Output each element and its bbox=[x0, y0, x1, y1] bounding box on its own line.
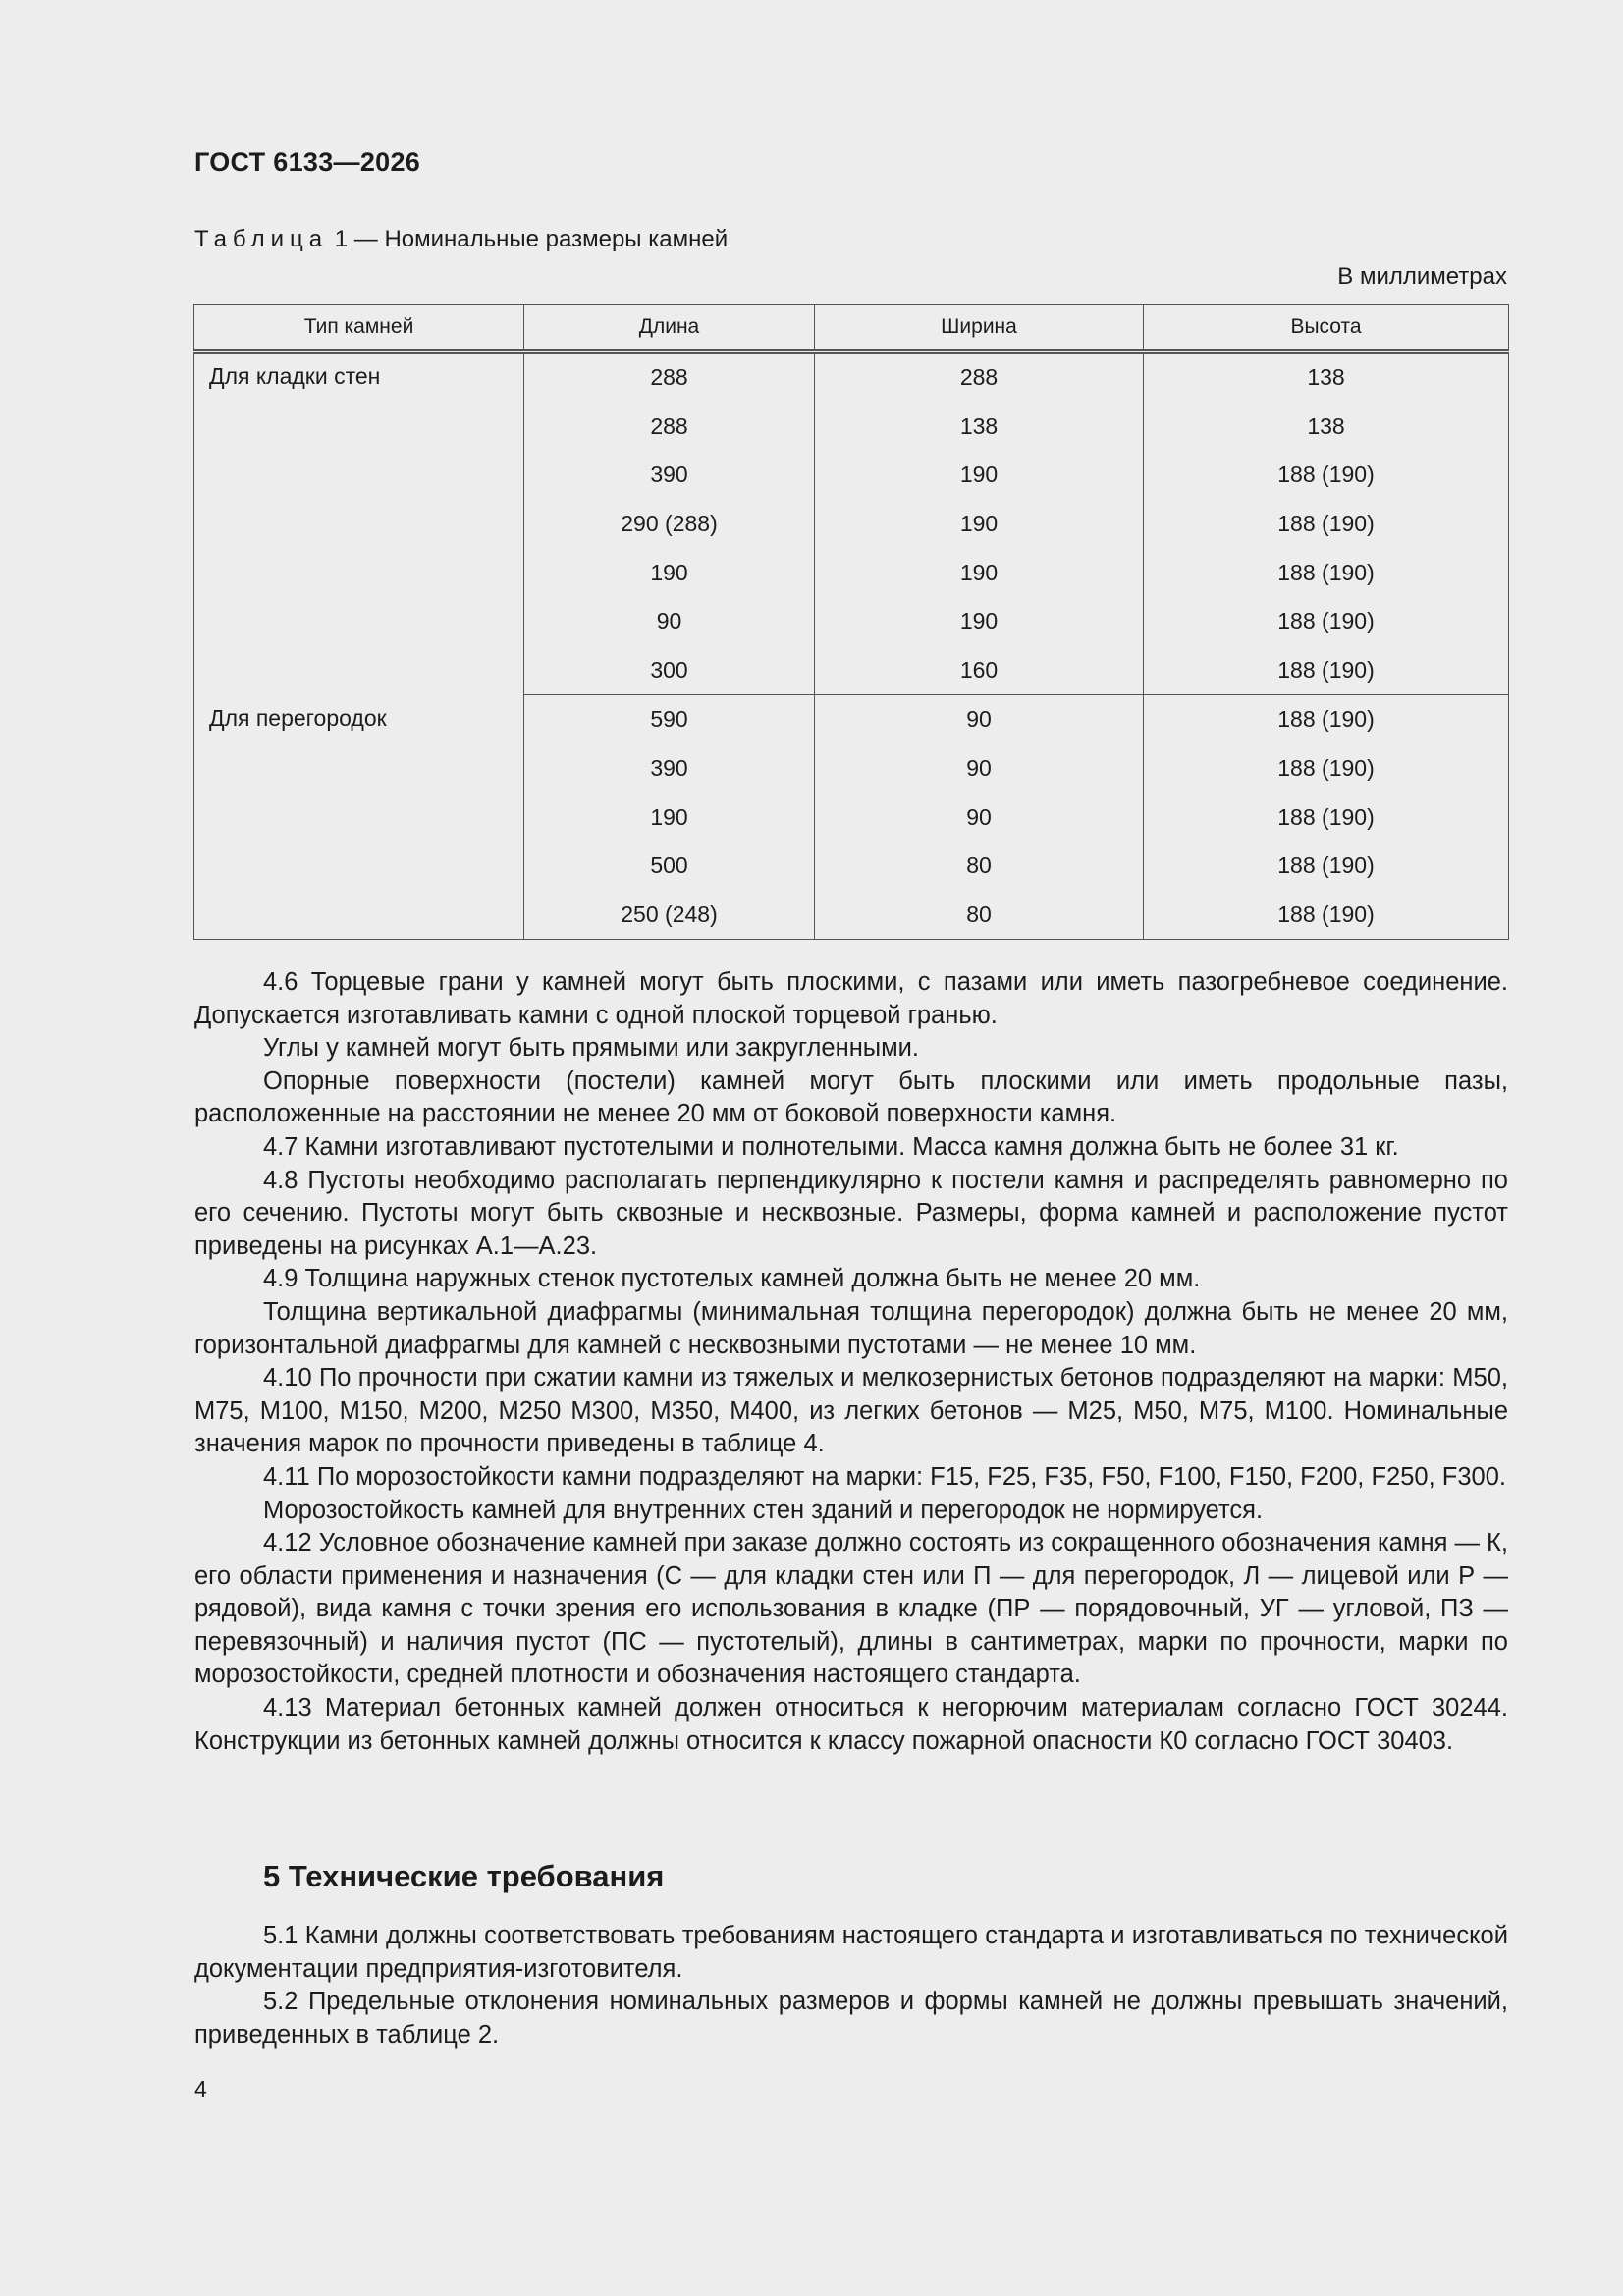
cell-height: 188 (190) bbox=[1144, 548, 1509, 597]
cell-height: 138 bbox=[1144, 403, 1509, 452]
paragraph-5-1: 5.1 Камни должны соответствовать требованиям настоящего стандарта и изготавливаться по технической документации предприятия-изготовителя. bbox=[194, 1922, 1508, 1983]
cell-width: 90 bbox=[815, 744, 1144, 793]
paragraph-4-12: 4.12 Условное обозначение камней при заказе должно состоять из сокращенного обозначения камня — К, его области применения и назначения (С — для кладки стен или П — для перегородок, Л — лицевой или Р — рядовой), вида камня с точки зрения его использования в кладке (ПР — порядовочный, УГ — угловой, ПЗ — перевязочный) и наличия пустот (ПС — пустотелый), длины в сантиметрах, марки по прочности, марки по морозостойкости, средней плотности и обозначения настоящего стандарта. bbox=[194, 1529, 1508, 1689]
section-5-title: 5 Технические требования bbox=[263, 1859, 665, 1893]
cell-length: 300 bbox=[524, 646, 815, 695]
column-header-type: Тип камней bbox=[194, 305, 524, 352]
table-row bbox=[194, 695, 1509, 744]
section5-body bbox=[194, 1920, 1508, 2051]
paragraph-4-7: 4.7 Камни изготавливают пустотелыми и полнотелыми. Масса камня должна быть не более 31 кг. bbox=[263, 1132, 1399, 1161]
paragraph-bearing-surfaces: Опорные поверхности (постели) камней могут быть плоскими или иметь продольные пазы, расположенные на расстоянии не менее 20 мм от боковой поверхности камня. bbox=[194, 1066, 1508, 1128]
paragraph-4-10: 4.10 По прочности при сжатии камни из тяжелых и мелкозернистых бетонов подразделяют на марки: М50, М75, М100, М150, М200, М250 М300, М350, М400, из легких бетонов — М25, М50, М75, М100. Номинальные значения марок по прочности приведены в таблице 4. bbox=[194, 1364, 1508, 1458]
cell-width: 190 bbox=[815, 451, 1144, 500]
cell-width: 90 bbox=[815, 793, 1144, 842]
cell-height: 188 (190) bbox=[1144, 451, 1509, 500]
paragraph-frost-resistance: Морозостойкость камней для внутренних стен зданий и перегородок не нормируется. bbox=[263, 1496, 1264, 1524]
table-row bbox=[194, 352, 1509, 403]
cell-length: 288 bbox=[524, 352, 815, 403]
paragraph-5-2: 5.2 Предельные отклонения номинальных размеров и формы камней не должны превышать значений, приведенных в таблице 2. bbox=[194, 1988, 1508, 2049]
column-header-height: Высота bbox=[1144, 305, 1509, 352]
table-caption-title: 1 — Номинальные размеры камней bbox=[328, 226, 729, 252]
cell-width: 138 bbox=[815, 403, 1144, 452]
cell-length: 190 bbox=[524, 548, 815, 597]
cell-length: 290 (288) bbox=[524, 500, 815, 549]
section4-body bbox=[194, 966, 1508, 1758]
cell-length: 590 bbox=[524, 695, 815, 744]
cell-length: 190 bbox=[524, 793, 815, 842]
cell-height: 188 (190) bbox=[1144, 842, 1509, 891]
paragraph-4-13: 4.13 Материал бетонных камней должен относиться к негорючим материалам согласно ГОСТ 30244. Конструкции из бетонных камней должны относится к классу пожарной опасности К0 согласно ГОСТ 30403. bbox=[194, 1694, 1508, 1755]
cell-width: 80 bbox=[815, 891, 1144, 940]
table-unit-note: В миллиметрах bbox=[1337, 263, 1507, 290]
cell-length: 390 bbox=[524, 744, 815, 793]
cell-width: 90 bbox=[815, 695, 1144, 744]
paragraph-4-9: 4.9 Толщина наружных стенок пустотелых камней должна быть не менее 20 мм. bbox=[263, 1265, 1201, 1293]
cell-width: 80 bbox=[815, 842, 1144, 891]
table-header-row bbox=[194, 305, 1509, 352]
paragraph-4-8: 4.8 Пустоты необходимо располагать перпендикулярно к постели камня и распределять равномерно по его сечению. Пустоты могут быть сквозные и несквозные. Размеры, форма камней и расположение пустот приведены на рисунках А.1—А.23. bbox=[194, 1166, 1508, 1260]
cell-length: 250 (248) bbox=[524, 891, 815, 940]
cell-height: 188 (190) bbox=[1144, 744, 1509, 793]
cell-width: 190 bbox=[815, 548, 1144, 597]
cell-height: 188 (190) bbox=[1144, 597, 1509, 646]
row-group-type-walls: Для кладки стен bbox=[194, 352, 524, 695]
table-caption-word: Таблица bbox=[194, 226, 329, 252]
cell-width: 288 bbox=[815, 352, 1144, 403]
cell-length: 288 bbox=[524, 403, 815, 452]
cell-length: 90 bbox=[524, 597, 815, 646]
cell-length: 390 bbox=[524, 451, 815, 500]
table-caption bbox=[194, 226, 728, 253]
paragraph-4-6: 4.6 Торцевые грани у камней могут быть плоскими, с пазами или иметь пазогребневое соединение. Допускается изготавливать камни с одной плоской торцевой гранью. bbox=[194, 968, 1508, 1029]
cell-height: 188 (190) bbox=[1144, 793, 1509, 842]
cell-width: 190 bbox=[815, 500, 1144, 549]
cell-height: 188 (190) bbox=[1144, 695, 1509, 744]
column-header-length: Длина bbox=[524, 305, 815, 352]
paragraph-diaphragm: Толщина вертикальной диафрагмы (минимальная толщина перегородок) должна быть не менее 20 мм, горизонтальной диафрагмы для камней с несквозными пустотами — не менее 10 мм. bbox=[194, 1297, 1508, 1359]
cell-height: 138 bbox=[1144, 352, 1509, 403]
cell-length: 500 bbox=[524, 842, 815, 891]
paragraph-4-11: 4.11 По морозостойкости камни подразделяют на марки: F15, F25, F35, F50, F100, F150, F200, F250, F300. bbox=[263, 1462, 1506, 1491]
cell-width: 160 bbox=[815, 646, 1144, 695]
document-id-header: ГОСТ 6133—2026 bbox=[194, 147, 421, 177]
column-header-width: Ширина bbox=[815, 305, 1144, 352]
dimensions-table bbox=[193, 304, 1509, 940]
page-number: 4 bbox=[194, 2076, 207, 2102]
cell-height: 188 (190) bbox=[1144, 891, 1509, 940]
row-group-type-partitions: Для перегородок bbox=[194, 695, 524, 940]
cell-width: 190 bbox=[815, 597, 1144, 646]
cell-height: 188 (190) bbox=[1144, 500, 1509, 549]
paragraph-corners: Углы у камней могут быть прямыми или закругленными. bbox=[263, 1034, 919, 1063]
cell-height: 188 (190) bbox=[1144, 646, 1509, 695]
